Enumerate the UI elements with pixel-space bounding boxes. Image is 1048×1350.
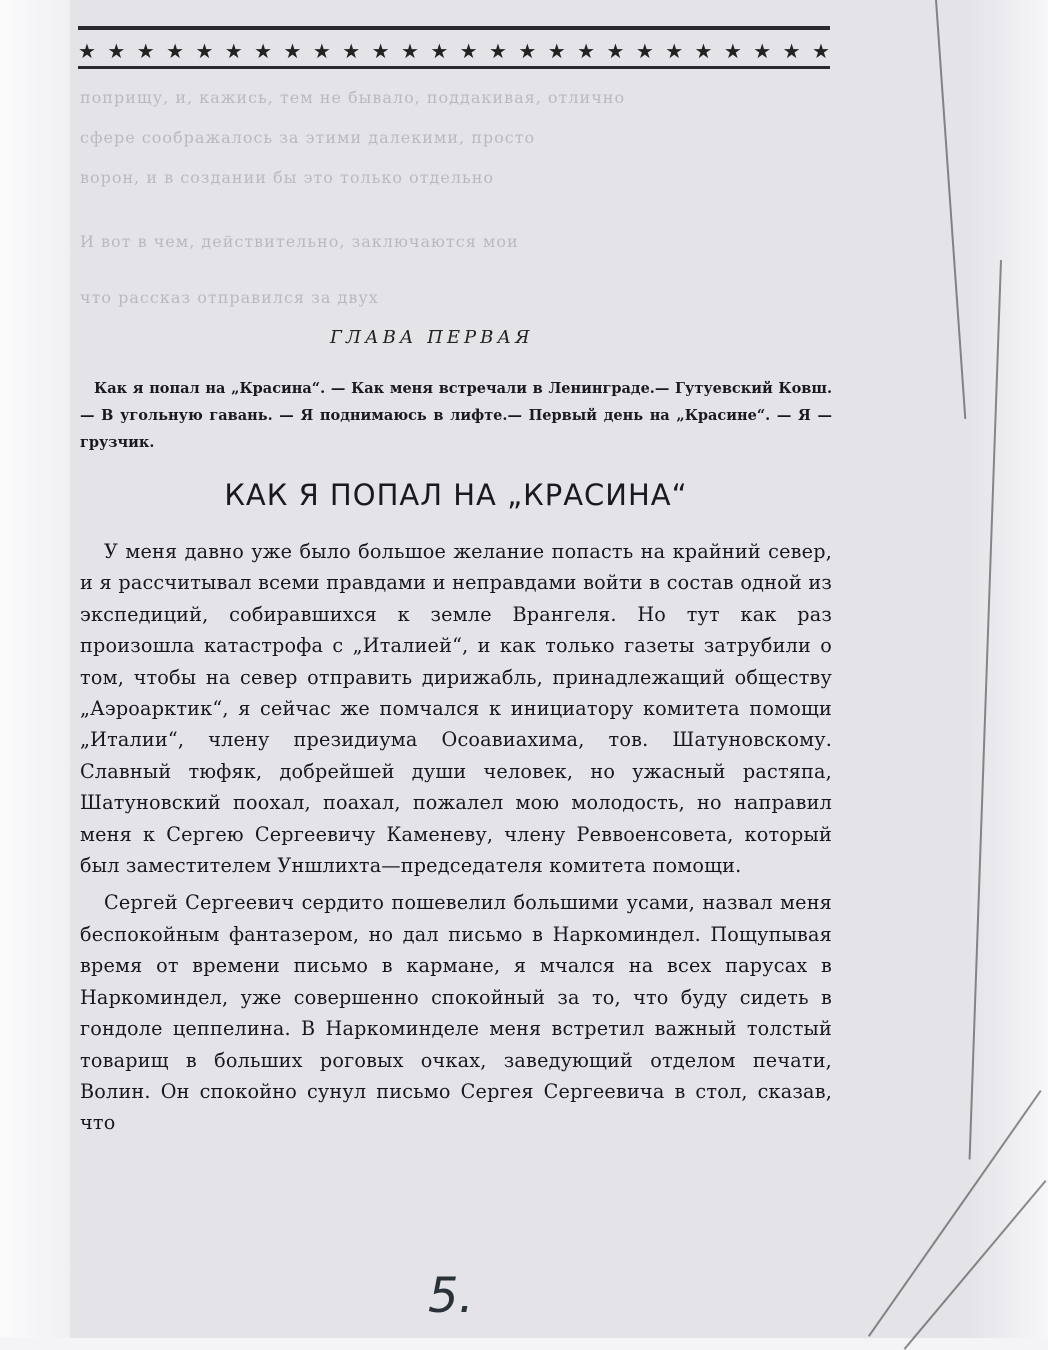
header-ornament [78, 22, 830, 72]
star-icon: ★ [166, 39, 185, 63]
star-icon: ★ [136, 39, 155, 63]
star-icon: ★ [753, 39, 772, 63]
star-icon: ★ [312, 39, 331, 63]
star-icon: ★ [254, 39, 273, 63]
bleed-through-text: поприщу, и, кажись, тем не бывало, поддакивая, отлично [80, 88, 626, 107]
star-icon: ★ [224, 39, 243, 63]
chapter-synopsis: Как я попал на „Красина“. — Как меня встречали в Ленинграде.— Гутуевский Ковш. — В угольную гавань. — Я поднимаюсь в лифте.— Первый день на „Красине“. — Я — грузчик. [80, 380, 832, 451]
star-icon: ★ [459, 39, 478, 63]
handwritten-page-number: 5. [428, 1268, 474, 1324]
star-icon: ★ [430, 39, 449, 63]
star-icon: ★ [489, 39, 507, 63]
star-icon: ★ [107, 39, 126, 63]
star-icon: ★ [723, 39, 742, 63]
body-text [80, 536, 832, 1139]
star-icon: ★ [371, 39, 390, 63]
section-heading: КАК Я ПОПАЛ НА „КРАСИНА“ [224, 478, 688, 512]
star-icon: ★ [518, 39, 537, 63]
star-icon: ★ [782, 39, 801, 63]
star-icon: ★ [635, 39, 654, 63]
star-icon: ★ [811, 39, 830, 63]
star-icon: ★ [694, 39, 713, 63]
star-icon: ★ [606, 39, 625, 63]
paragraph: У меня давно уже было большое желание попасть на крайний север, и я рассчитывал всеми правдами и неправдами войти в состав одной из экспедиций, собиравшихся к земле Врангеля. Но тут как раз произошла катастрофа с „Италией“, и как только газеты затрубили о том, чтобы на север отправить дирижабль, принадлежащий обществу „Аэроарктик“, я сейчас же помчался к инициатору комитета помощи „Италии“, члену президиума Осоавиахима, тов. Шатуновскому. Славный тюфяк, добрейшей души человек, но ужасный растяпа, Шатуновский поохал, поахал, пожалел мою молодость, но направил меня к Сергею Сергеевичу Каменеву, члену Реввоенсовета, который был заместителем Уншлихта—председателя комитета помощи. [80, 540, 832, 878]
star-border [78, 40, 830, 62]
bleed-through-text: И вот в чем, действительно, заключаются мои [80, 232, 519, 251]
star-icon: ★ [78, 39, 96, 63]
page-edge [0, 0, 70, 1338]
star-icon: ★ [400, 39, 419, 63]
ornament-bottom-rule [78, 66, 830, 69]
star-icon: ★ [547, 39, 566, 63]
bleed-through-text: ворон, и в создании бы это только отдельно [80, 168, 495, 187]
star-icon: ★ [342, 39, 361, 63]
star-icon: ★ [665, 39, 684, 63]
chapter-title: ГЛАВА ПЕРВАЯ [330, 327, 534, 348]
star-icon: ★ [577, 39, 596, 63]
paragraph: Сергей Сергеевич сердито пошевелил большими усами, назвал меня беспокойным фантазером, но дал письмо в Наркоминдел. Пощупывая время от времени письмо в кармане, я мчался на всех парусах в Наркоминдел, уже совершенно спокойный за то, что буду сидеть в гондоле цеппелина. В Наркоминделе меня встретил важный толстый товарищ в больших роговых очках, заведующий отделом печати, Волин. Он спокойно сунул письмо Сергея Сергеевича в стол, сказав, что [80, 891, 832, 1135]
bleed-through-text: что рассказ отправился за двух [80, 288, 379, 307]
star-icon: ★ [195, 39, 214, 63]
star-icon: ★ [283, 39, 302, 63]
bleed-through-text: сфере соображалось за этими далекими, просто [80, 128, 536, 147]
ornament-top-rule [78, 26, 830, 30]
